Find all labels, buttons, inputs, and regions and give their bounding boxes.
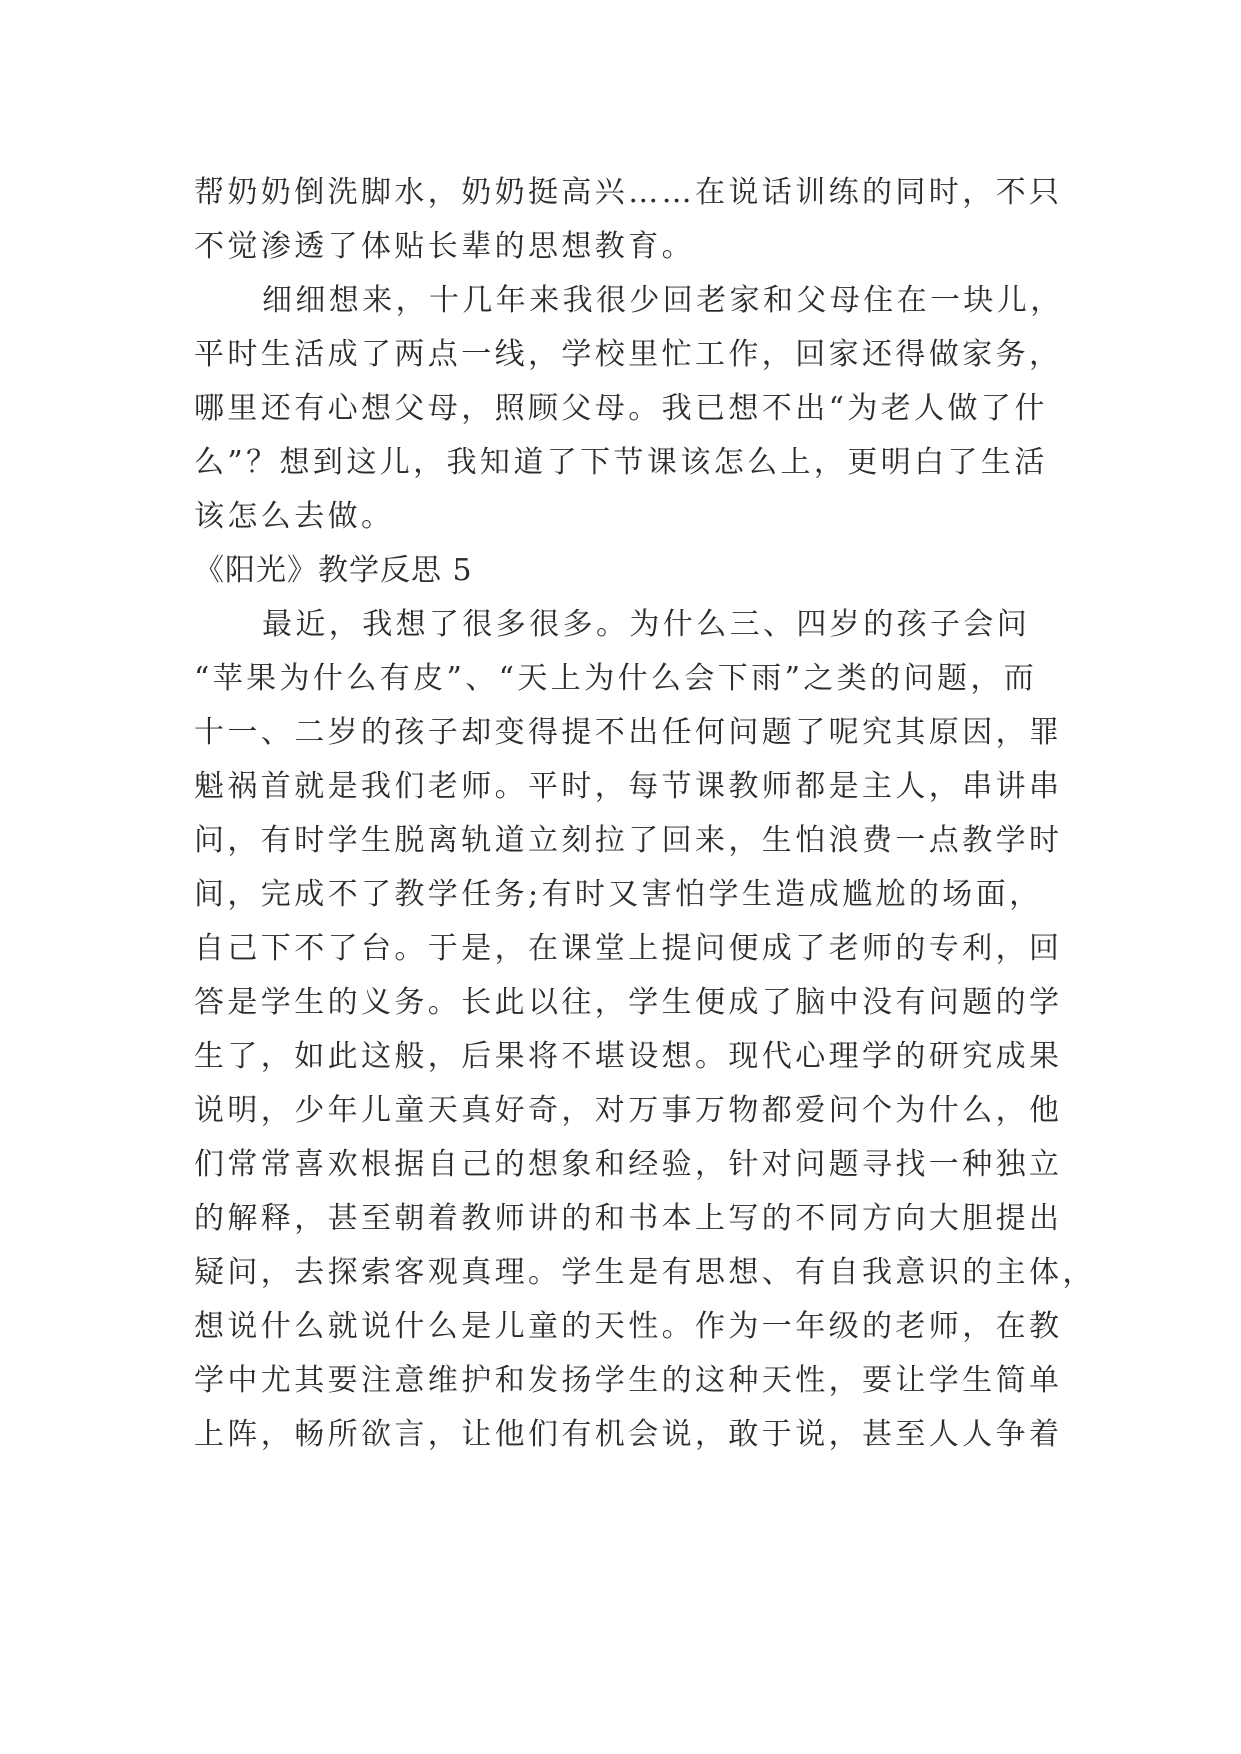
text-line: 十一、二岁的孩子却变得提不出任何问题了呢究其原因，罪	[194, 715, 1063, 750]
paragraph-first-line: 细细想来，十几年来我很少回老家和父母住在一块儿，	[262, 283, 1064, 318]
text-line: 自己下不了台。于是，在课堂上提问便成了老师的专利，回	[194, 931, 1063, 966]
text-line: “苹果为什么有皮”、“天上为什么会下雨”之类的问题，而	[194, 661, 1038, 696]
body-text	[194, 166, 1096, 1462]
text-line: 魁祸首就是我们老师。平时，每节课教师都是主人，串讲串	[194, 769, 1063, 804]
text-line: 不觉渗透了体贴长辈的思想教育。	[194, 229, 695, 264]
text-line: 帮奶奶倒洗脚水，奶奶挺高兴……在说话训练的同时，不只	[194, 175, 1063, 210]
text-line: 该怎么去做。	[194, 499, 395, 534]
text-line: 说明，少年儿童天真好奇，对万事万物都爱问个为什么，他	[194, 1093, 1063, 1128]
text-line: 想说什么就说什么是儿童的天性。作为一年级的老师，在教	[194, 1309, 1063, 1344]
text-line: 平时生活成了两点一线，学校里忙工作，回家还得做家务，	[194, 337, 1063, 372]
text-line: 疑问，去探索客观真理。学生是有思想、有自我意识的主体，	[194, 1255, 1096, 1290]
text-line: 上阵，畅所欲言，让他们有机会说，敢于说，甚至人人争着	[194, 1417, 1063, 1452]
text-line: 的解释，甚至朝着教师讲的和书本上写的不同方向大胆提出	[194, 1201, 1063, 1236]
text-line: 么”？想到这儿，我知道了下节课该怎么上，更明白了生活	[194, 445, 1048, 480]
section-heading: 《阳光》教学反思 5	[194, 553, 473, 588]
text-line: 间，完成不了教学任务;有时又害怕学生造成尴尬的场面，	[194, 877, 1043, 912]
text-line: 生了，如此这般，后果将不堪设想。现代心理学的研究成果	[194, 1039, 1063, 1074]
text-line: 问，有时学生脱离轨道立刻拉了回来，生怕浪费一点教学时	[194, 823, 1063, 858]
paragraph-first-line: 最近，我想了很多很多。为什么三、四岁的孩子会问	[262, 607, 1031, 642]
text-line: 哪里还有心想父母，照顾父母。我已想不出“为老人做了什	[194, 391, 1048, 426]
text-line: 答是学生的义务。长此以往，学生便成了脑中没有问题的学	[194, 985, 1063, 1020]
text-line: 学中尤其要注意维护和发扬学生的这种天性，要让学生简单	[194, 1363, 1063, 1398]
text-line: 们常常喜欢根据自己的想象和经验，针对问题寻找一种独立	[194, 1147, 1063, 1182]
